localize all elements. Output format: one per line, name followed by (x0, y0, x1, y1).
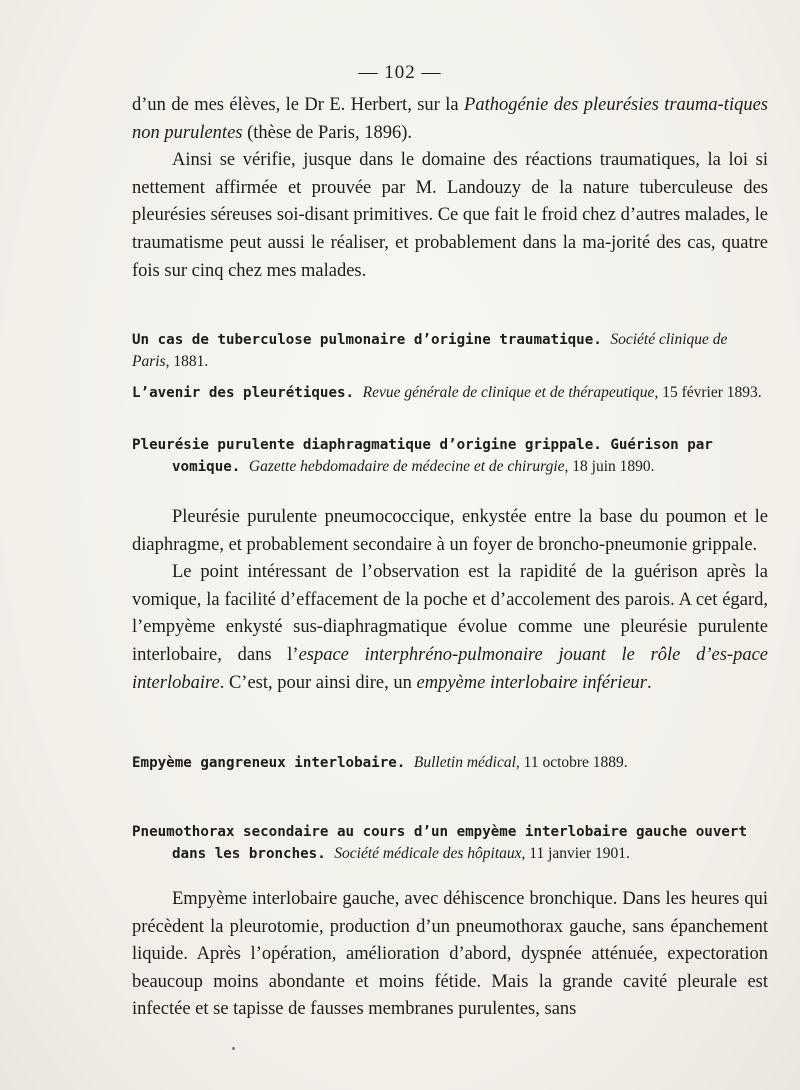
ref3-date: , 18 juin 1890. (564, 458, 655, 475)
ref4-title: Empyème gangreneux interlobaire. (132, 755, 406, 771)
para2-text: Le point intéressant de l’observation est la rapidité de la guérison après la vomique, la facilité d’effacement de la poche et d’accolement des parois. A cet égard, l’empyème enkysté sus-diaphragmatique évolue comme une pleurésie purulente interlobaire, dans l’ (132, 562, 768, 665)
para2-italic-space: espace interphréno-pulmonaire jouant le rôle d’es-pace interlobaire (132, 644, 768, 693)
para2-italic-empyeme: empyème interlobaire inférieur (416, 672, 648, 693)
ref1-date: , 1881. (165, 353, 209, 370)
paragraph-pneumococcique (132, 504, 768, 697)
paper-speck (232, 1047, 235, 1050)
para2-text-end: . (647, 672, 652, 693)
reference-3 (132, 434, 768, 478)
paragraph-herbert (132, 92, 768, 285)
ref5-title: Pneumothorax secondaire au cours d’un empyème interlobaire gauche ouvert dans les bronches. (132, 824, 747, 862)
para1-landouzy: Ainsi se vérifie, jusque dans le domaine des réactions traumatiques, la loi si nettement affirmée et prouvée par M. Landouzy de la nature tuberculeuse des pleurésies séreuses soi-disant primitives. Ce que fait le froid chez d’autres malades, le traumatisme peut aussi le réaliser, et probablement dans la ma-jorité des cas, quatre fois sur cinq chez mes malades. (132, 150, 768, 281)
ref2-date: , 15 février 1893. (654, 384, 762, 401)
para2-text-mid: . C’est, pour ainsi dire, un (219, 672, 417, 693)
paragraph-pneumothorax (132, 886, 768, 1024)
ref5-date: , 11 janvier 1901. (521, 845, 630, 862)
para3-text: Empyème interlobaire gauche, avec déhiscence bronchique. Dans les heures qui précèdent la pleurotomie, production d’un pneumothorax gauche, sans épanchement liquide. Après l’opération, amélioration d’abord, dyspnée atténuée, expectoration beaucoup moins abondante et moins fétide. Mais la grande cavité pleurale est infectée et se tapisse de fausses membranes purulentes, sans (132, 889, 768, 1020)
ref1-title: Un cas de tuberculose pulmonaire d’origine traumatique. (132, 332, 602, 348)
ref3-source: Gazette hebdomadaire de médecine et de chirurgie (248, 458, 565, 475)
reference-2 (132, 382, 768, 404)
para1-text-start: d’un de mes élèves, le Dr E. Herbert, sur la (132, 95, 465, 115)
ref4-date: , 11 octobre 1889. (515, 754, 628, 771)
para1-thesis-title: Pathogénie des pleurésies trauma-tiques non purulentes (132, 95, 768, 143)
ref5-source: Société médicale des hôpitaux (334, 845, 522, 862)
ref3-title: Pleurésie purulente diaphragmatique d’origine grippale. Guérison par vomique. (132, 437, 713, 475)
page-number: — 102 — (358, 62, 442, 83)
para1-text-end: (thèse de Paris, 1896). (242, 122, 413, 143)
ref2-source: Revue générale de clinique et de thérapeutique (362, 384, 655, 401)
ref1-source: Société clinique de Paris (132, 331, 728, 370)
reference-4 (132, 752, 768, 774)
reference-5 (132, 821, 768, 865)
ref2-title: L’avenir des pleurétiques. (132, 385, 355, 401)
ref4-source: Bulletin médical (413, 754, 516, 771)
para2-summary: Pleurésie purulente pneumococcique, enkystée entre la base du poumon et le diaphragme, et probablement secondaire à un foyer de broncho-pneumonie grippale. (132, 507, 768, 555)
reference-1 (132, 329, 768, 373)
